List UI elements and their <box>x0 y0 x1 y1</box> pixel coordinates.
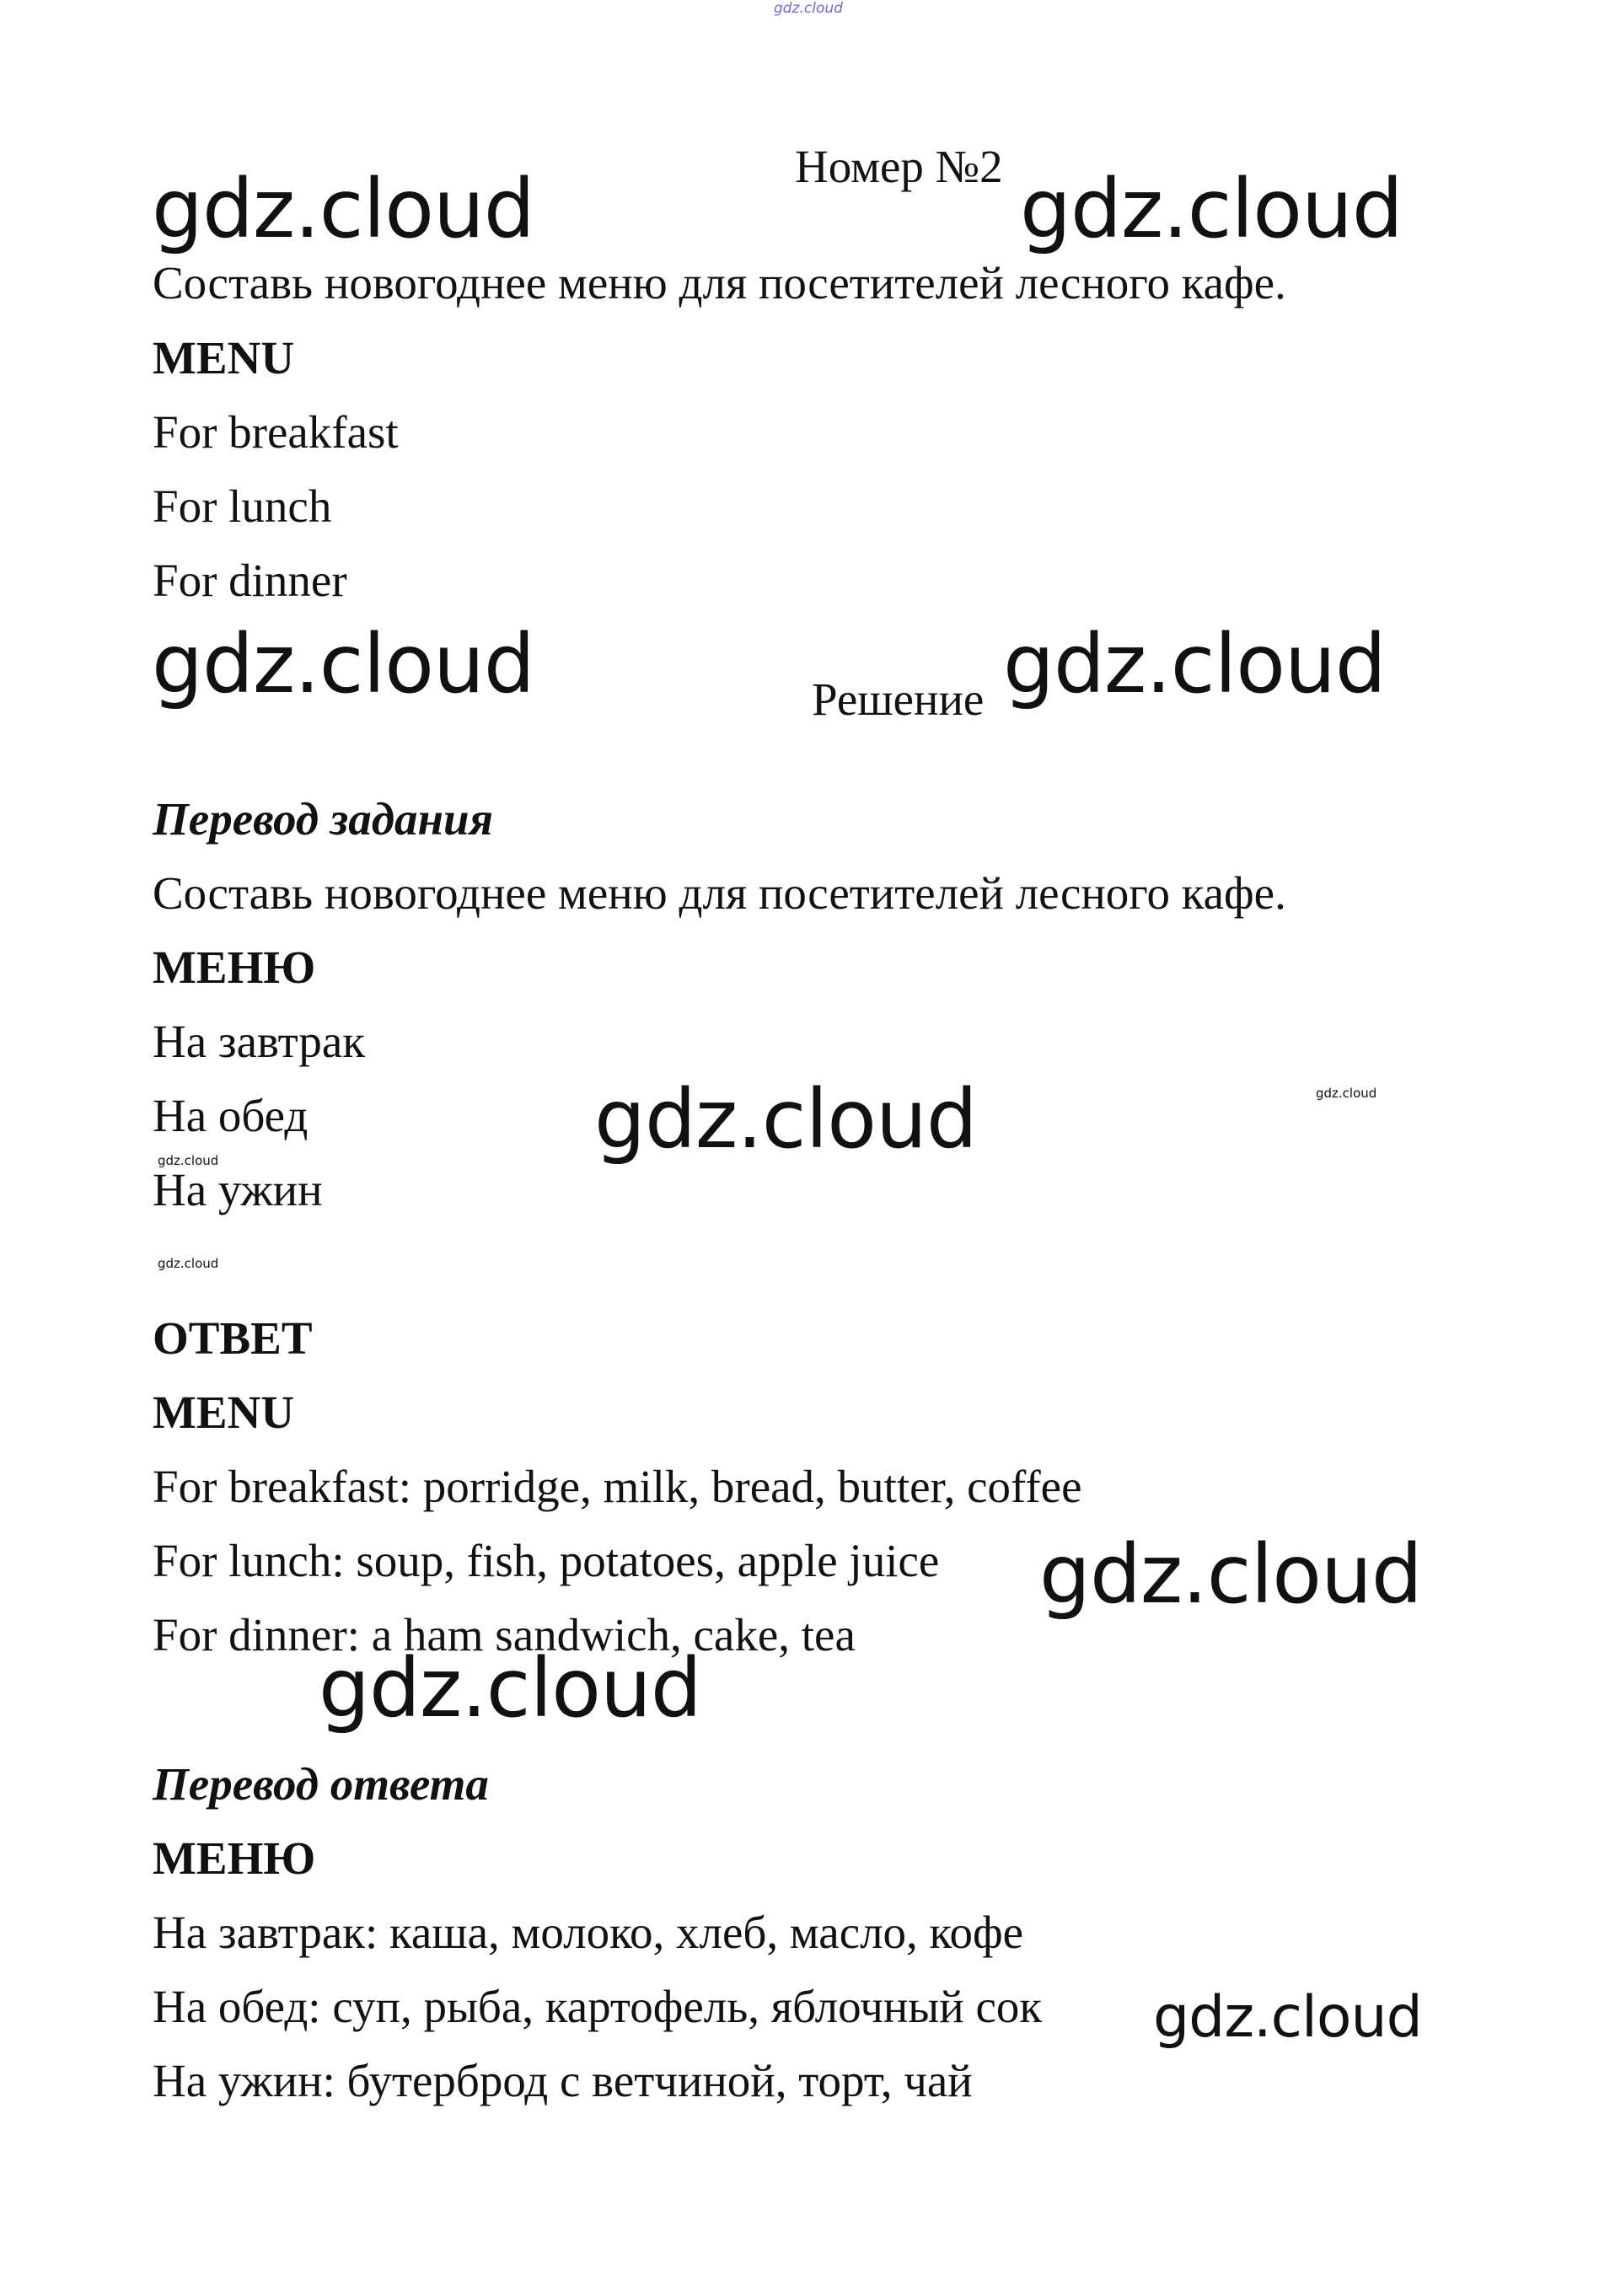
menu-item: For breakfast <box>153 406 399 458</box>
menu-item: For dinner: a ham sandwich, cake, tea <box>153 1609 856 1660</box>
menu-item: На завтрак: каша, молоко, хлеб, масло, кофе <box>153 1907 1024 1958</box>
task-translation-heading: Перевод задания <box>153 793 493 845</box>
watermark: gdz.cloud <box>594 1072 977 1167</box>
menu-item: На ужин: бутерброд с ветчиной, торт, чай <box>153 2055 973 2106</box>
watermark: gdz.cloud <box>1153 1984 1422 2051</box>
watermark: gdz.cloud <box>1039 1527 1422 1622</box>
solution-label: Решение <box>812 673 985 725</box>
watermark-small: gdz.cloud <box>158 1256 219 1271</box>
menu-title: МЕНЮ <box>153 941 316 993</box>
watermark-top: gdz.cloud <box>774 0 843 17</box>
answer-translation-heading: Перевод ответа <box>153 1758 489 1810</box>
task-text: Составь новогоднее меню для посетителей лесного кафе. <box>153 257 1286 308</box>
menu-item: На обед <box>153 1090 309 1141</box>
menu-title: MENU <box>153 332 295 384</box>
watermark: gdz.cloud <box>1003 617 1386 711</box>
menu-item: На ужин <box>153 1164 323 1215</box>
watermark-small: gdz.cloud <box>158 1153 219 1168</box>
menu-item: For lunch: soup, fish, potatoes, apple juice <box>153 1535 940 1586</box>
answer-heading: ОТВЕТ <box>153 1312 313 1364</box>
watermark: gdz.cloud <box>152 617 534 711</box>
watermark-small: gdz.cloud <box>1316 1086 1377 1101</box>
menu-item: На обед: суп, рыба, картофель, яблочный сок <box>153 1981 1043 2032</box>
menu-item: For lunch <box>153 480 332 532</box>
watermark: gdz.cloud <box>1020 162 1403 256</box>
watermark: gdz.cloud <box>152 162 534 256</box>
watermark: gdz.cloud <box>319 1641 701 1735</box>
task-translation-text: Составь новогоднее меню для посетителей лесного кафе. <box>153 867 1286 919</box>
menu-title: MENU <box>153 1387 295 1438</box>
menu-item: For breakfast: porridge, milk, bread, butter, coffee <box>153 1461 1082 1512</box>
menu-item: For dinner <box>153 555 347 606</box>
menu-item: На завтрак <box>153 1016 365 1067</box>
menu-title: МЕНЮ <box>153 1832 316 1884</box>
task-number: Номер №2 <box>795 141 1003 192</box>
